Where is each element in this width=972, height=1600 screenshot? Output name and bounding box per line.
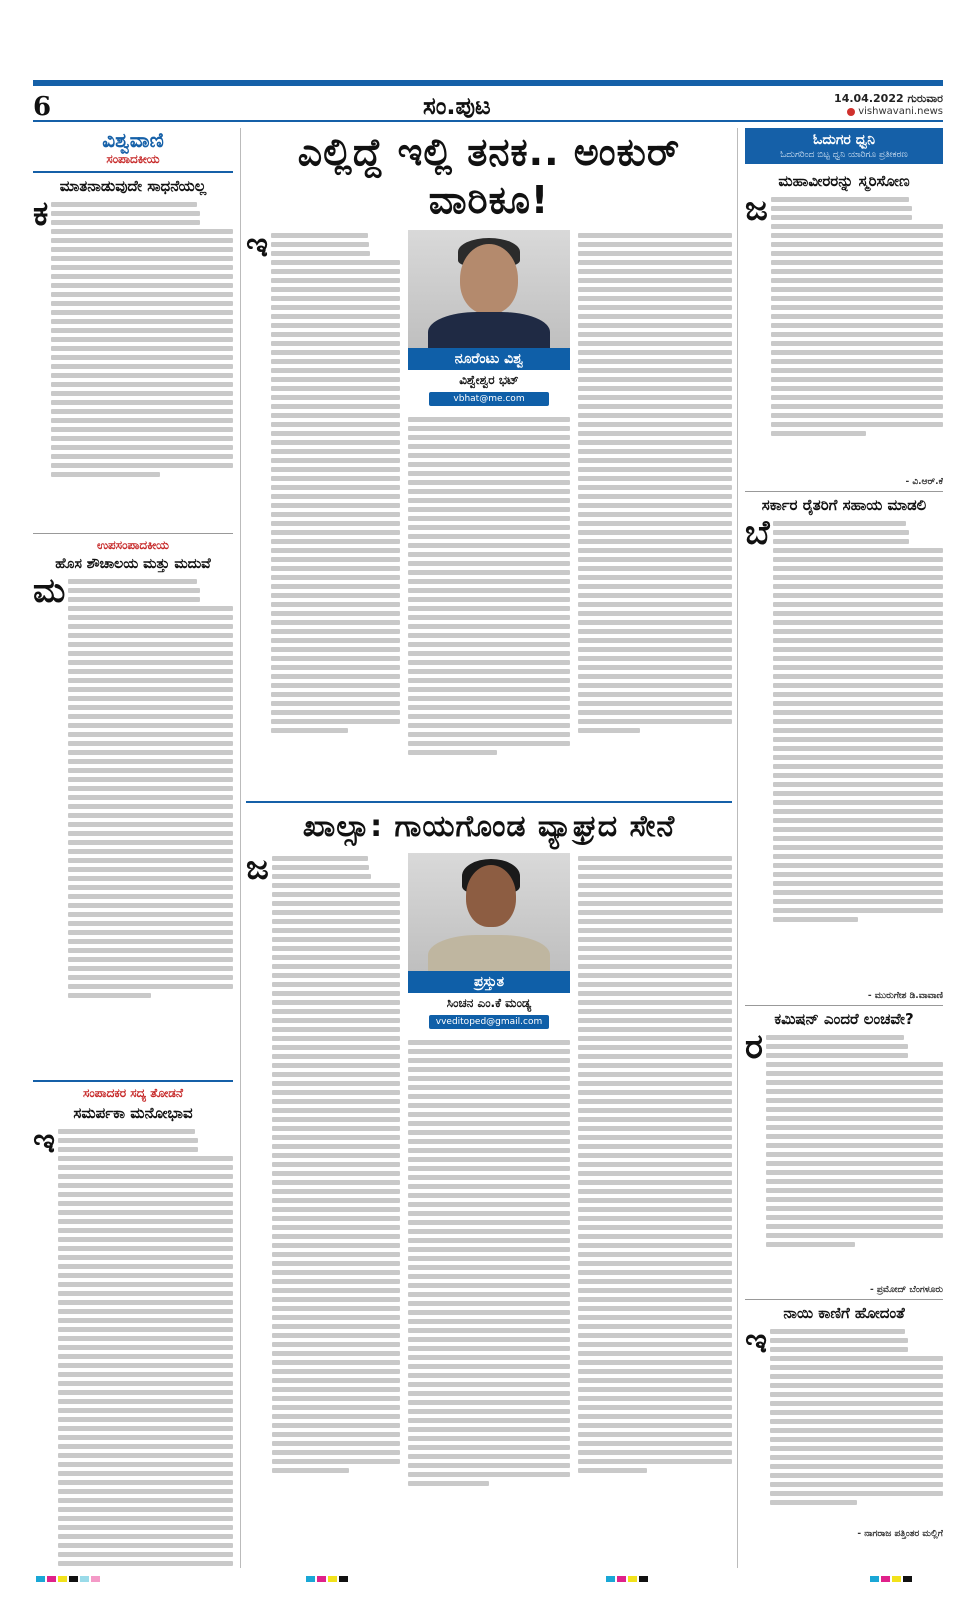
text-lines (271, 230, 400, 733)
author-name: ಸಿಂಚನ ಎಂ.ಕೆ ಮಂಡ್ಯ (446, 996, 532, 1010)
print-registration-marks-top-left (36, 1576, 102, 1584)
dropcap: ಬೆ (745, 518, 770, 553)
column-label: ಪ್ರಸ್ತುತ (408, 971, 570, 993)
letter-byline: - ವಿ.ಆರ್.ಕೆ (905, 477, 943, 487)
text-lines (578, 853, 732, 1473)
text-lines (272, 853, 400, 1473)
text-lines (773, 518, 943, 922)
lead-body-col-1 (246, 230, 400, 795)
text-lines (408, 414, 570, 755)
text-lines (68, 576, 233, 998)
letters-kicker: ಸಂಪಾದಕರ ಸದ್ಯ ತೋಡನೆ (82, 1086, 183, 1100)
section-title: ಸಂ.ಪುಟ (423, 92, 491, 120)
author-email[interactable]: vvedit​oped@gmail.com (429, 1015, 549, 1029)
website-link[interactable] (847, 106, 943, 117)
editorial-body (33, 199, 233, 529)
letters-body (33, 1126, 233, 1568)
letter-title: ಸರ್ಕಾರ ರೈತರಿಗೆ ಸಹಾಯ ಮಾಡಲಿ (761, 496, 927, 514)
lead-column-center (408, 230, 570, 795)
letter-byline: - ಮುರುಗೇಶ ಡಿ.ವಾವಾಣಿ (867, 991, 943, 1001)
text-lines (771, 194, 943, 436)
main-column (240, 128, 738, 1568)
author-name: ವಿಶ್ವೇಶ್ವರ ಭಟ್ (459, 373, 519, 387)
sub-editorial-body (33, 576, 233, 1076)
header-rule (33, 80, 943, 86)
lead-body-col-2 (408, 414, 570, 789)
letter-body (745, 194, 943, 474)
dropcap: ರ (745, 1032, 763, 1067)
divider (246, 801, 732, 803)
dropcap: ಇ (246, 230, 269, 265)
dropcap: ಇ (745, 1326, 768, 1361)
second-body-col-1 (246, 853, 400, 1543)
masthead: ವಿಶ್ವವಾಣಿ (102, 128, 164, 152)
dropcap: ಜ (745, 194, 768, 229)
letter-body (745, 1326, 943, 1526)
readers-panel-title: ಓದುಗರ ಧ್ವನಿ (745, 128, 943, 150)
letter-body (745, 1032, 943, 1282)
column-label: ನೂರೆಂಟು ವಿಶ್ವ (408, 348, 570, 370)
dropcap: ಜ (246, 853, 269, 888)
dropcap: ಇ (33, 1126, 56, 1161)
divider (33, 533, 233, 534)
editorial-column (33, 128, 233, 1568)
text-lines (408, 1037, 570, 1486)
letters-title: ಸಮರ್ಪಕಾ ಮನೋಭಾವ (73, 1104, 193, 1122)
letter-body (745, 518, 943, 988)
readers-column (745, 128, 943, 1568)
divider (745, 1299, 943, 1300)
second-headline: ಖಾಲ್ಸಾ: ಗಾಯಗೊಂಡ ವ್ಯಾಘ್ರದ ಸೇನೆ (302, 809, 676, 844)
text-lines (766, 1032, 943, 1247)
second-body-col-2 (408, 1037, 570, 1537)
dropcap: ಕ (33, 199, 49, 234)
text-lines (578, 230, 732, 733)
letter-title: ಕಮಿಷನ್ ಎಂದರೆ ಲಂಚವೇ? (774, 1010, 914, 1028)
author-photo (408, 230, 570, 348)
divider (33, 171, 233, 173)
print-registration-marks-center (306, 1576, 350, 1584)
author-portrait (408, 230, 570, 406)
letter-byline: - ಪ್ರಮೋದ್ ಬೆಂಗಳೂರು (870, 1285, 943, 1295)
text-lines (51, 199, 233, 477)
letter-byline: - ನಾಗರಾಜ ಪತ್ತಿಂತರ ಮಲ್ಲಿಗೆ (857, 1529, 943, 1539)
editorial-title: ಮಾತನಾಡುವುದೇ ಸಾಧನೆಯಲ್ಲ (59, 177, 207, 195)
print-registration-marks-right (606, 1576, 650, 1584)
second-column-center (408, 853, 570, 1543)
sub-editorial-title: ಹೊಸ ಶೌಚಾಲಯ ಮತ್ತು ಮದುವೆ (55, 556, 211, 572)
readers-panel-subtitle: ಓದುಗರಿಂದ ಬಿಟ್ಟ ಧ್ವನಿ ಯಾರಿಗೂ ಪ್ರತೀಕರಣ (745, 150, 943, 164)
author-email[interactable]: vbhat@me.com (429, 392, 549, 406)
lead-body-col-3 (578, 230, 732, 795)
print-registration-marks-bottom-right (870, 1576, 914, 1584)
author-portrait (408, 853, 570, 1029)
text-lines (770, 1326, 943, 1505)
text-lines (58, 1126, 233, 1568)
dropcap: ಮ (33, 576, 66, 611)
masthead-subtitle: ಸಂಪಾದಕೀಯ (106, 152, 160, 166)
page-number: 6 (33, 92, 52, 122)
divider (745, 491, 943, 492)
website-url: vishwavani.news (858, 106, 943, 117)
issue-date: 14.04.2022 ಗುರುವಾರ (834, 92, 943, 105)
page-header (33, 90, 943, 122)
lead-headline: ಎಲ್ಲಿದ್ದೆ ಇಲ್ಲಿ ತನಕ.. ಅಂಕುರ್ ವಾರಿಕೂ! (297, 130, 681, 222)
location-pin-icon (847, 108, 855, 116)
divider (745, 1005, 943, 1006)
second-body-col-3 (578, 853, 732, 1543)
letter-title: ಮಹಾವೀರರನ್ನು ಸ್ಮರಿಸೋಣ (778, 172, 910, 190)
sub-editorial-kicker: ಉಪಸಂಪಾದಕೀಯ (96, 538, 170, 552)
letter-title: ನಾಯಿ ಕಾಣಿಗೆ ಹೋದಂತೆ (783, 1304, 905, 1322)
divider (33, 1080, 233, 1082)
author-photo (408, 853, 570, 971)
